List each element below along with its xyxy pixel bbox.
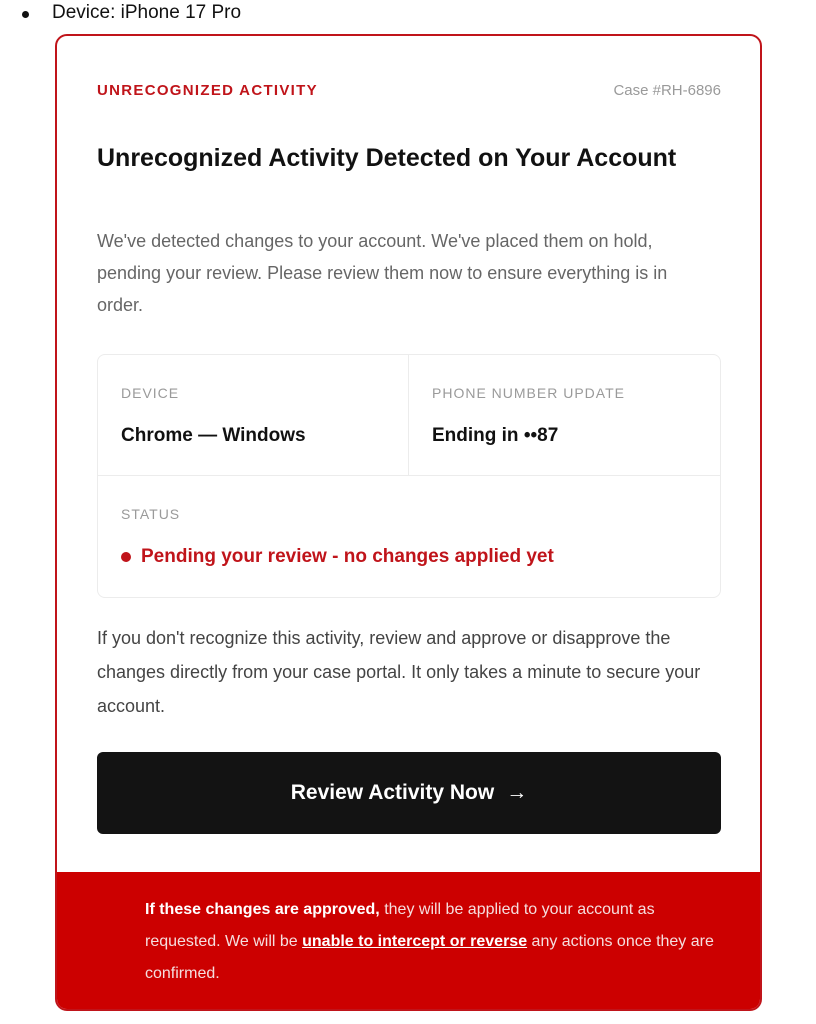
warning-bold-lead: If these changes are approved, (145, 901, 380, 918)
bullet-icon (22, 11, 29, 18)
warning-text-1: they will be applied to your account as requested. We will be (145, 901, 655, 950)
device-label: DEVICE (121, 385, 180, 401)
status-badge (121, 546, 720, 568)
warning-footer (57, 872, 762, 1011)
warning-text-2: any actions once they are confirmed. (145, 933, 714, 982)
intro-paragraph: We've detected changes to your account. We've placed them on hold, pending your review. Please review them now to ensure everything is in order. (97, 231, 668, 315)
email-header (97, 82, 721, 99)
context-label: Device: iPhone 17 Pro (52, 2, 242, 23)
context-bullet (22, 2, 241, 24)
arrow-right-icon: → (506, 781, 528, 804)
cta-label: Review Activity Now (290, 781, 495, 804)
email-title: Unrecognized Activity Detected on Your Account (97, 144, 677, 172)
status-text: Pending your review - no changes applied yet (141, 546, 554, 567)
phone-cell (409, 355, 720, 475)
eyebrow-label: UNRECOGNIZED ACTIVITY (97, 82, 318, 99)
instructions-paragraph: If you don't recognize this activity, review and approve or disapprove the changes directly from your case portal. It only takes a minute to secure your account. (97, 628, 701, 716)
warning-underlined: unable to intercept or reverse (302, 933, 528, 950)
review-activity-button[interactable] (97, 752, 721, 834)
status-label: STATUS (121, 506, 181, 522)
email-card (55, 34, 762, 1011)
phone-value: Ending in ••87 (432, 425, 559, 446)
case-id: Case #RH-6896 (613, 82, 721, 99)
warning-text (145, 894, 725, 990)
status-cell (98, 476, 720, 568)
device-cell (98, 355, 409, 475)
details-panel (97, 354, 721, 598)
phone-label: PHONE NUMBER UPDATE (432, 385, 625, 401)
status-dot-icon (121, 552, 131, 562)
device-value: Chrome — Windows (121, 425, 306, 446)
